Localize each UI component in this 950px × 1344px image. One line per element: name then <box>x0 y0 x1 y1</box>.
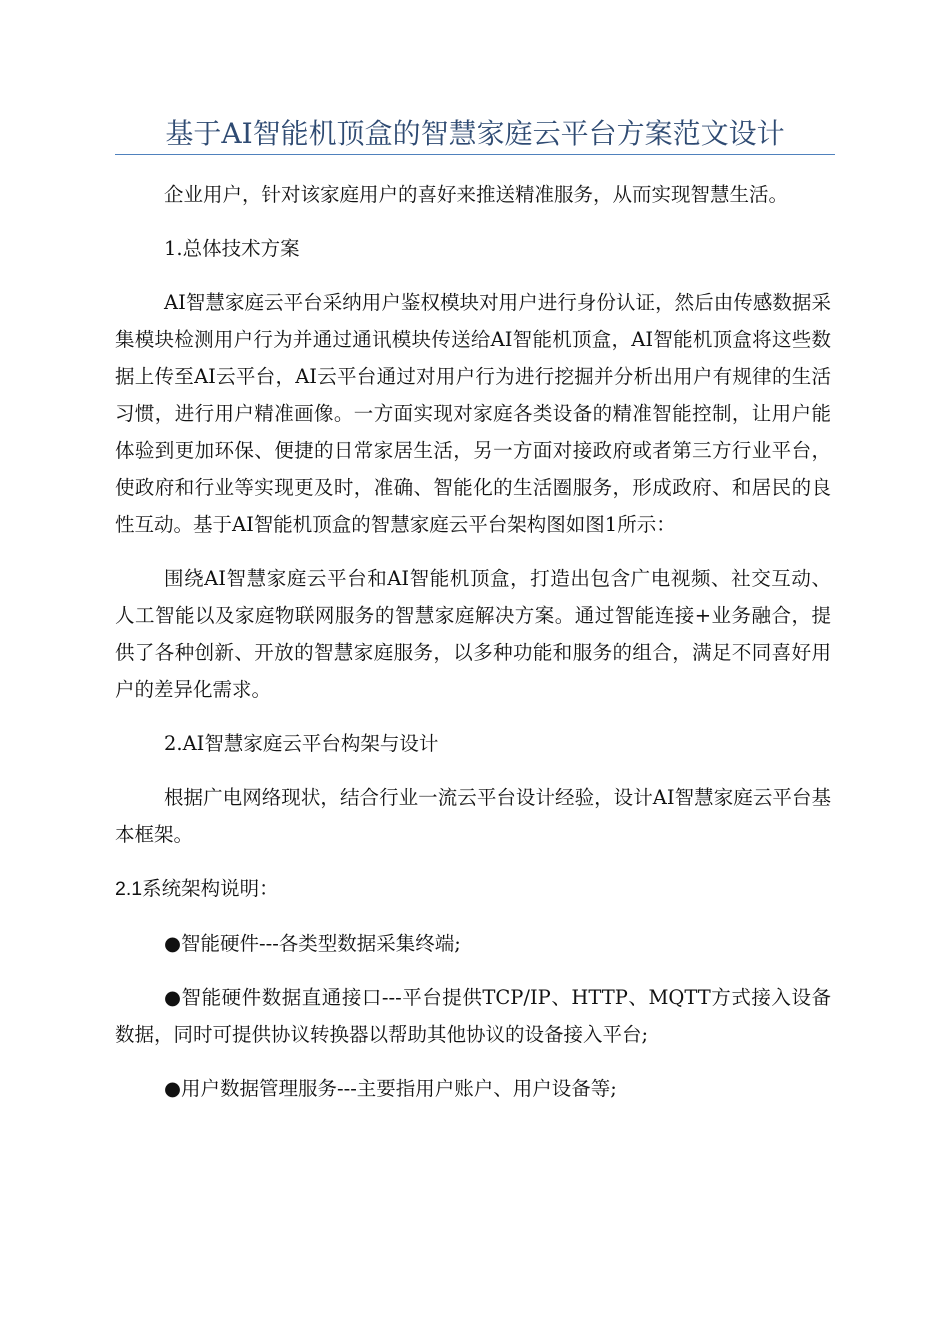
bullet-smart-hardware: ●智能硬件---各类型数据采集终端; <box>164 932 461 955</box>
paragraph-framework: 根据广电网络现状，结合行业一流云平台设计经验，设计AI智慧家庭云平台基本框架。 <box>115 786 831 846</box>
document-body <box>115 176 831 1124</box>
document-title: 基于AI智能机顶盒的智慧家庭云平台方案范文设计 <box>165 117 785 150</box>
section-heading-text: 系统架构说明： <box>142 877 279 900</box>
bullet-user-data-service: ●用户数据管理服务---主要指用户账户、用户设备等; <box>164 1077 617 1100</box>
paragraph-solution-summary: 围绕AI智慧家庭云平台和AI智能机顶盒，打造出包含广电视频、社交互动、人工智能以及家庭物联网服务的智慧家庭解决方案。通过智能连接+业务融合，提供了各种创新、开放的智慧家庭服务，以多种功能和服务的组合，满足不同喜好用户的差异化需求。 <box>115 567 831 701</box>
section-number: 2.1 <box>115 878 143 900</box>
heading-overall-plan: 1.总体技术方案 <box>164 237 300 260</box>
paragraph-intro: 企业用户，针对该家庭用户的喜好来推送精准服务，从而实现智慧生活。 <box>164 183 789 206</box>
paragraph-platform-description: AI智慧家庭云平台采纳用户鉴权模块对用户进行身份认证，然后由传感数据采集模块检测用户行为并通过通讯模块传送给AI智能机顶盒，AI智能机顶盒将这些数据上传至AI云平台，AI云平台通过对用户行为进行挖掘并分析出用户有规律的生活习惯，进行用户精准画像。一方面实现对家庭各类设备的精准智能控制，让用户能体验到更加环保、便捷的日常家居生活，另一方面对接政府或者第三方行业平台，使政府和行业等实现更及时，准确、智能化的生活圈服务，形成政府、和居民的良性互动。基于AI智能机顶盒的智慧家庭云平台架构图如图1所示： <box>115 291 831 536</box>
title-underline <box>115 154 835 155</box>
bullet-data-interface: ●智能硬件数据直通接口---平台提供TCP/IP、HTTP、MQTT方式接入设备数据，同时可提供协议转换器以帮助其他协议的设备接入平台; <box>115 986 831 1046</box>
heading-system-architecture <box>115 870 831 908</box>
heading-architecture-design: 2.AI智慧家庭云平台构架与设计 <box>164 732 439 755</box>
